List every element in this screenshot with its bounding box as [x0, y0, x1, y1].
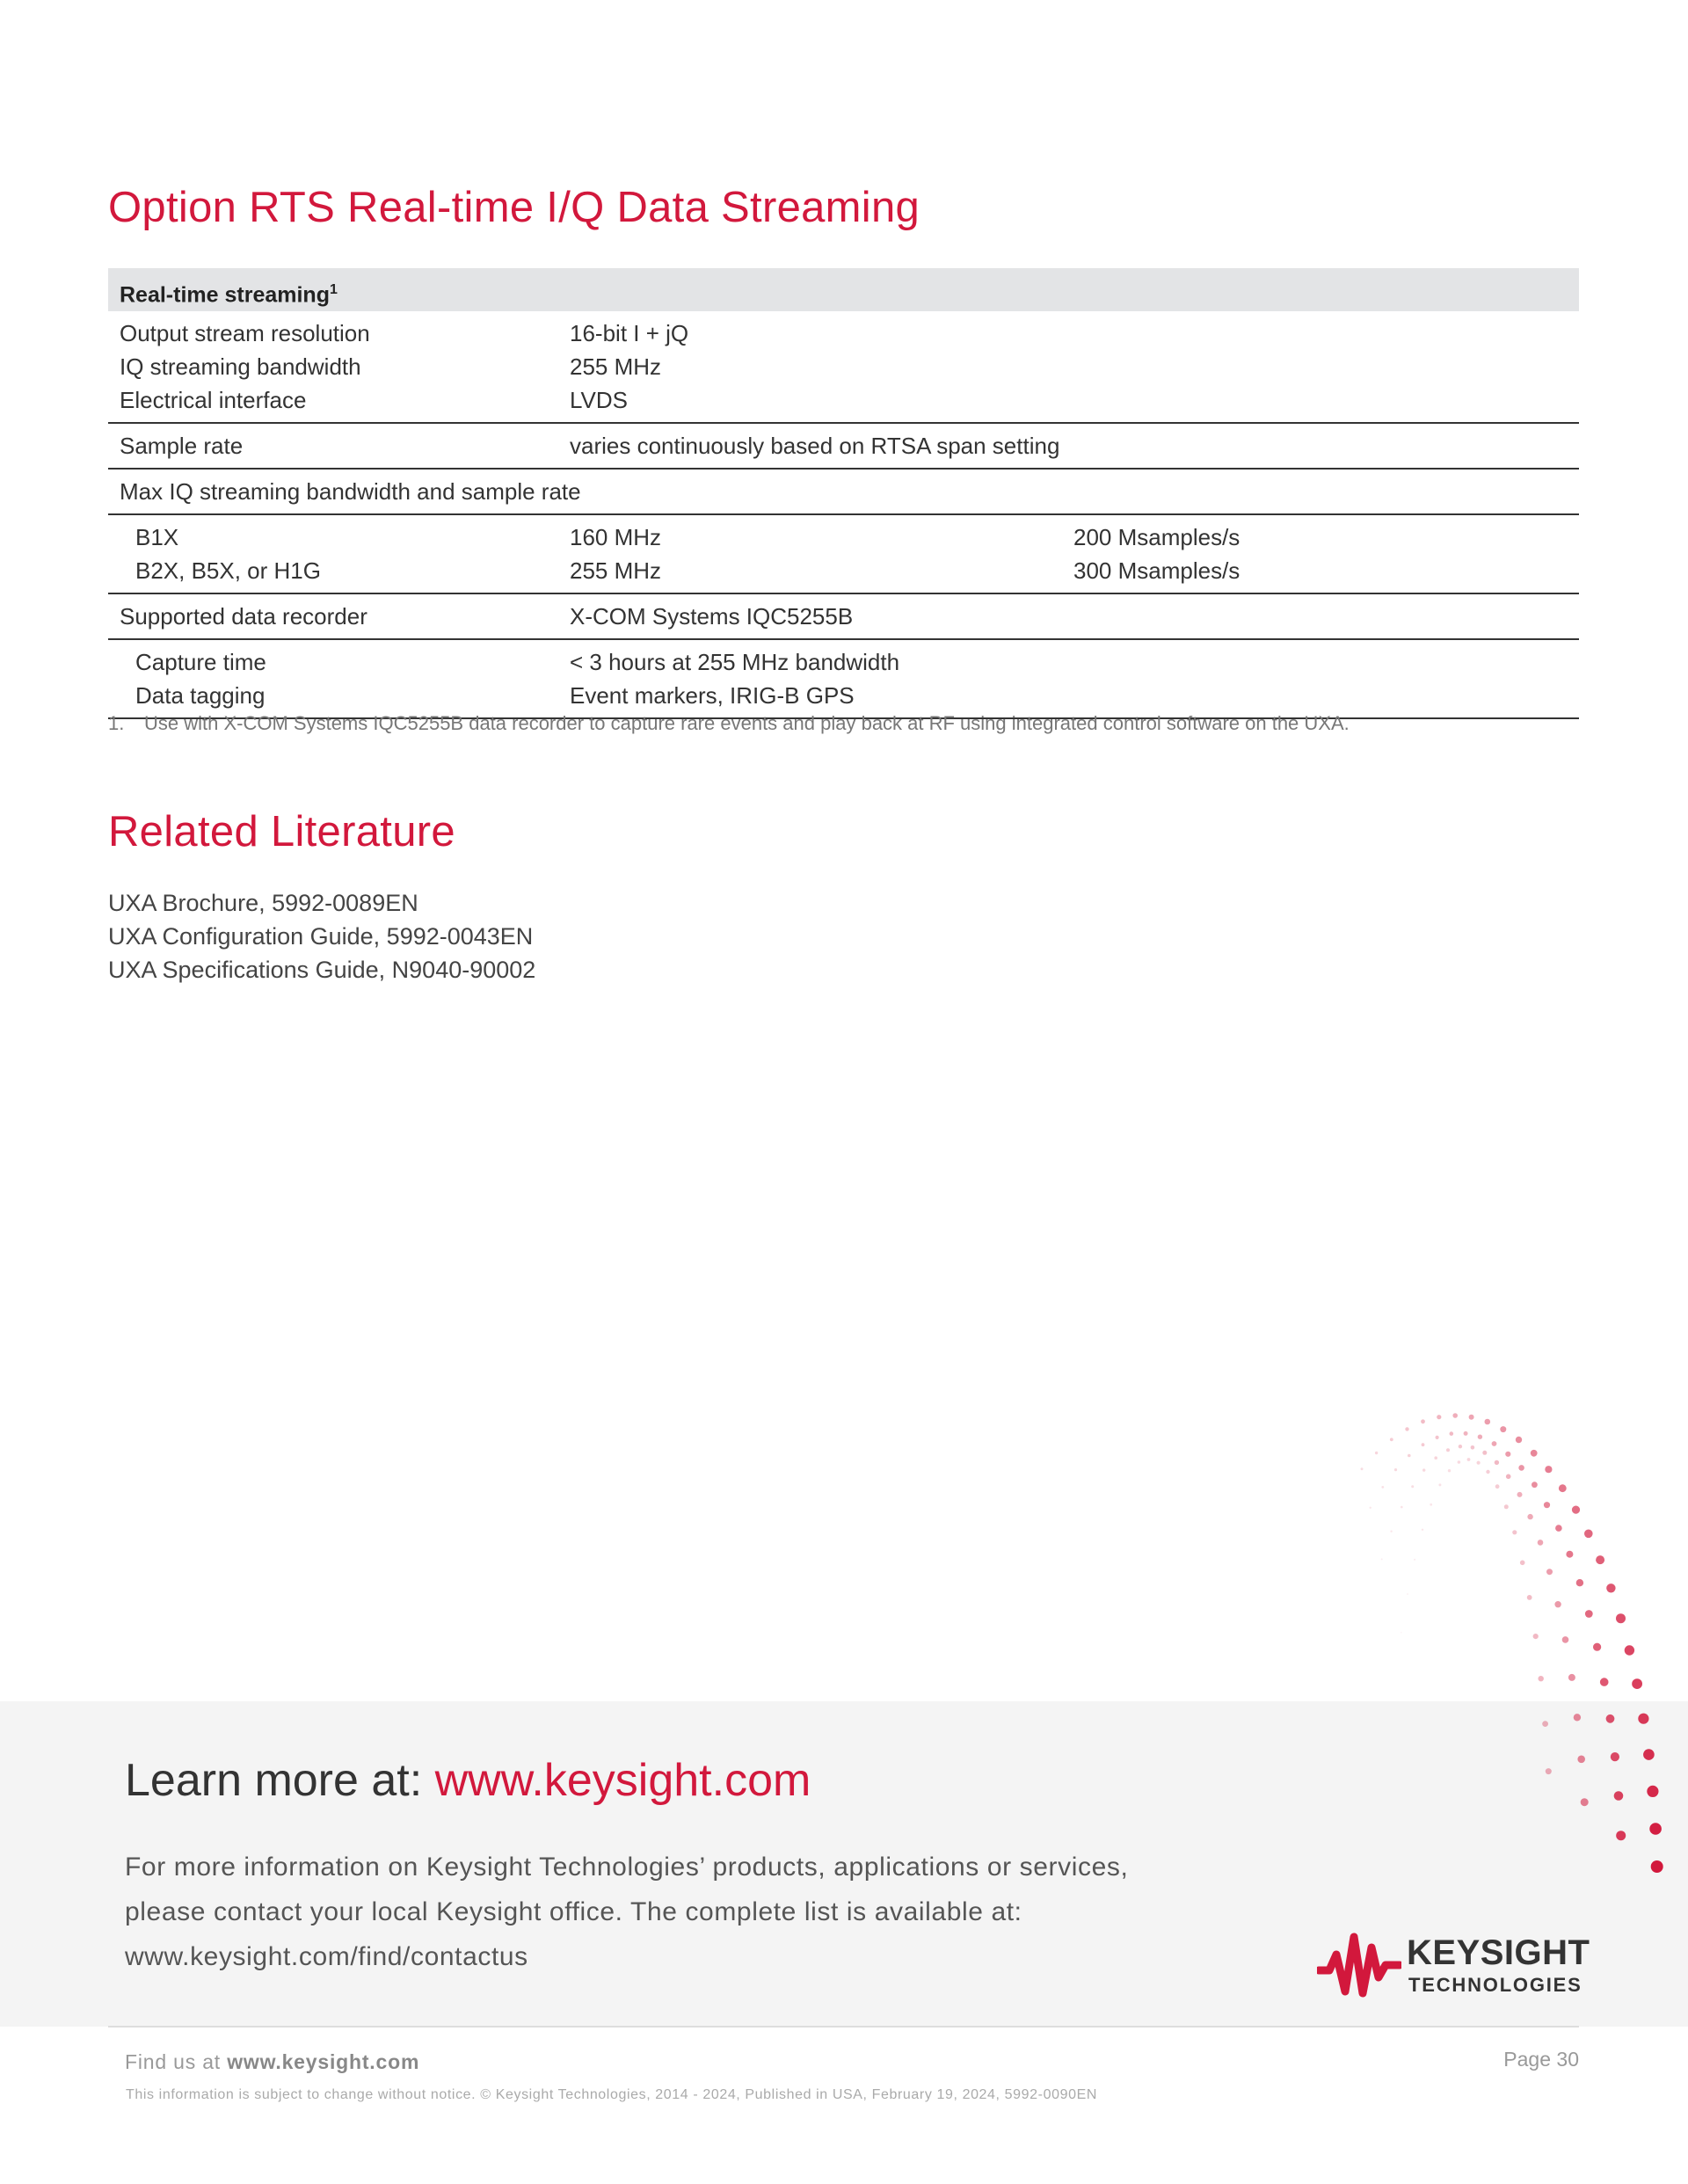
- row-value: 255 MHz: [570, 353, 662, 380]
- keysight-logo[interactable]: [1317, 1930, 1590, 2000]
- decorative-dot: [1504, 1504, 1509, 1509]
- table-row: [108, 429, 1579, 462]
- decorative-dot: [1401, 1632, 1402, 1634]
- row-value: LVDS: [570, 387, 628, 413]
- row-value: Event markers, IRIG-B GPS: [570, 682, 855, 709]
- decorative-dot: [1566, 1551, 1573, 1558]
- row-value: X-COM Systems IQC5255B: [570, 603, 854, 630]
- find-us: [125, 2050, 419, 2074]
- decorative-dot: [1538, 1540, 1544, 1546]
- row-value: varies continuously based on RTSA span setting: [570, 433, 1060, 459]
- decorative-dot: [1647, 1786, 1658, 1797]
- decorative-dot: [1448, 1469, 1451, 1472]
- decorative-dot: [1572, 1506, 1580, 1514]
- decorative-dot: [1554, 1601, 1561, 1607]
- contact-info-link[interactable]: www.keysight.com/find/contactus: [125, 1942, 528, 1971]
- decorative-dot: [1375, 1452, 1378, 1454]
- row-label: Supported data recorder: [120, 603, 367, 630]
- decorative-dot: [1370, 1507, 1372, 1509]
- table-group: [108, 515, 1579, 594]
- decorative-dot: [1486, 1470, 1489, 1474]
- decorative-dot: [1436, 1436, 1439, 1439]
- decorative-dot: [1651, 1860, 1663, 1873]
- table-group: [108, 311, 1579, 424]
- section-title-literature: Related Literature: [108, 808, 455, 855]
- literature-item[interactable]: UXA Configuration Guide, 5992-0043EN: [108, 923, 534, 950]
- decorative-dot: [1458, 1460, 1461, 1464]
- table-header-label: Real-time streaming: [120, 282, 330, 308]
- decorative-dot: [1381, 1486, 1384, 1489]
- decorative-dot: [1405, 1427, 1408, 1431]
- decorative-dot: [1533, 1634, 1539, 1639]
- contact-info-line: please contact your local Keysight office. The complete list is available at:: [125, 1897, 1022, 1926]
- table-group: [108, 424, 1579, 470]
- decorative-dot: [1531, 1450, 1538, 1457]
- keysight-wave-icon: [1317, 1930, 1401, 2000]
- find-us-prefix: Find us at: [125, 2050, 228, 2073]
- decorative-dot: [1477, 1461, 1481, 1465]
- row-label: Capture time: [135, 649, 266, 675]
- row-label: Max IQ streaming bandwidth and sample rate: [120, 478, 581, 505]
- decorative-dot: [1422, 1468, 1425, 1471]
- decorative-dot: [1611, 1752, 1619, 1761]
- row-label: IQ streaming bandwidth: [120, 353, 361, 380]
- footnote-number: 1.: [108, 712, 125, 734]
- row-sample-rate: 200 Msamples/s: [1073, 524, 1241, 550]
- contact-info-line: For more information on Keysight Technologies’ products, applications or services,: [125, 1853, 1129, 1882]
- decorative-dot: [1520, 1561, 1525, 1566]
- decorative-dot: [1542, 1721, 1548, 1727]
- row-value: 16-bit I + jQ: [570, 320, 689, 346]
- literature-list: [108, 886, 535, 986]
- decorative-dot: [1581, 1798, 1589, 1806]
- decorative-dot: [1512, 1530, 1517, 1534]
- footnote: [108, 712, 1350, 735]
- contact-info: [125, 1845, 1128, 1979]
- decorative-dot: [1517, 1492, 1523, 1497]
- row-label: B1X: [135, 524, 179, 550]
- page-number: Page 30: [1503, 2048, 1579, 2071]
- decorative-dot: [1390, 1531, 1392, 1532]
- decorative-dot: [1600, 1678, 1609, 1686]
- decorative-dot: [1518, 1465, 1524, 1471]
- row-label: Electrical interface: [120, 387, 307, 413]
- decorative-dot: [1478, 1435, 1482, 1439]
- decorative-dot: [1577, 1756, 1585, 1764]
- decorative-dot: [1485, 1419, 1491, 1425]
- decorative-dot: [1438, 1483, 1441, 1486]
- decorative-dot: [1437, 1415, 1441, 1419]
- decorative-dot: [1544, 1502, 1550, 1508]
- legal-notice: This information is subject to change without notice. © Keysight Technologies, 2014 - 2024, Published in USA, February 19, 2024, 5992-0090EN: [126, 2087, 1097, 2102]
- decorative-dot: [1559, 1484, 1567, 1492]
- decorative-dot: [1430, 1503, 1432, 1506]
- decorative-dot: [1446, 1448, 1450, 1452]
- table-row: [108, 554, 1579, 587]
- decorative-dot: [1576, 1579, 1583, 1586]
- decorative-dot: [1614, 1791, 1624, 1801]
- literature-item[interactable]: UXA Brochure, 5992-0089EN: [108, 890, 418, 916]
- decorative-dot: [1422, 1529, 1423, 1531]
- decorative-dot: [1546, 1768, 1552, 1774]
- decorative-dot: [1506, 1474, 1511, 1480]
- decorative-dot: [1434, 1456, 1437, 1460]
- footer-divider: [108, 2026, 1579, 2027]
- decorative-dot: [1411, 1485, 1414, 1488]
- decorative-dot: [1516, 1437, 1522, 1443]
- decorative-dot-wave: [1231, 1398, 1688, 1890]
- decorative-dot: [1606, 1714, 1615, 1723]
- decorative-dot: [1606, 1583, 1615, 1592]
- decorative-dot: [1649, 1823, 1662, 1835]
- decorative-dot: [1464, 1431, 1468, 1436]
- decorative-dot: [1596, 1555, 1604, 1564]
- decorative-dot: [1482, 1451, 1487, 1455]
- decorative-dot: [1414, 1559, 1415, 1561]
- logo-subtitle: TECHNOLOGIES: [1408, 1974, 1582, 1996]
- decorative-dot: [1568, 1674, 1575, 1681]
- decorative-dot: [1408, 1454, 1411, 1458]
- decorative-dot: [1585, 1610, 1593, 1618]
- find-us-link[interactable]: www.keysight.com: [227, 2050, 420, 2073]
- decorative-dot: [1616, 1831, 1626, 1840]
- decorative-dot: [1459, 1445, 1462, 1448]
- decorative-dot: [1555, 1525, 1562, 1532]
- decorative-dot: [1401, 1506, 1403, 1509]
- row-bandwidth: 255 MHz: [570, 557, 662, 584]
- table-row: [108, 521, 1579, 554]
- learn-more-prefix: Learn more at:: [125, 1755, 435, 1806]
- decorative-dot: [1632, 1678, 1642, 1689]
- table-row: [108, 600, 1579, 633]
- decorative-dot: [1505, 1452, 1510, 1457]
- decorative-dot: [1407, 1593, 1408, 1595]
- row-bandwidth: 160 MHz: [570, 524, 662, 550]
- decorative-dot: [1492, 1441, 1497, 1446]
- decorative-dot: [1532, 1481, 1538, 1488]
- decorative-dot: [1574, 1714, 1581, 1721]
- logo-brand: KEYSIGHT: [1407, 1933, 1590, 1972]
- table-group: [108, 470, 1579, 515]
- table-row: [108, 679, 1579, 712]
- decorative-dot: [1469, 1415, 1474, 1420]
- decorative-dot: [1616, 1613, 1626, 1623]
- decorative-dot: [1539, 1676, 1544, 1681]
- table-row: [108, 475, 1579, 508]
- decorative-dot: [1546, 1569, 1553, 1575]
- decorative-dot: [1361, 1467, 1364, 1470]
- decorative-dot: [1467, 1458, 1471, 1461]
- decorative-dot: [1545, 1466, 1552, 1473]
- decorative-dot: [1450, 1431, 1454, 1436]
- decorative-dot: [1452, 1413, 1458, 1418]
- decorative-dot: [1381, 1558, 1383, 1560]
- learn-more-heading: [125, 1754, 811, 1807]
- decorative-dot: [1394, 1468, 1397, 1471]
- decorative-dot: [1421, 1419, 1425, 1423]
- decorative-dot: [1643, 1749, 1655, 1760]
- decorative-dot: [1638, 1714, 1648, 1724]
- table-row: [108, 645, 1579, 679]
- decorative-dot: [1471, 1445, 1475, 1450]
- decorative-dot: [1527, 1595, 1532, 1600]
- row-label: B2X, B5X, or H1G: [135, 557, 321, 584]
- row-value: < 3 hours at 255 MHz bandwidth: [570, 649, 900, 675]
- section-title-rts: Option RTS Real-time I/Q Data Streaming: [108, 184, 920, 231]
- row-label: Output stream resolution: [120, 320, 370, 346]
- table-group: [108, 640, 1579, 719]
- spec-table: [108, 268, 1579, 719]
- decorative-dot: [1527, 1514, 1532, 1519]
- table-header: [108, 268, 1579, 311]
- literature-item[interactable]: UXA Specifications Guide, N9040-90002: [108, 957, 536, 983]
- decorative-dot: [1390, 1438, 1393, 1441]
- table-row: [108, 383, 1579, 417]
- table-group: [108, 594, 1579, 640]
- decorative-dot: [1562, 1636, 1569, 1643]
- decorative-dot: [1495, 1460, 1499, 1465]
- row-label: Sample rate: [120, 433, 244, 459]
- decorative-dot: [1500, 1426, 1506, 1432]
- row-sample-rate: 300 Msamples/s: [1073, 557, 1241, 584]
- footnote-ref: 1: [329, 282, 338, 297]
- table-row: [108, 350, 1579, 383]
- decorative-dot: [1593, 1643, 1601, 1651]
- table-row: [108, 317, 1579, 350]
- decorative-dot: [1584, 1530, 1593, 1539]
- decorative-dot: [1422, 1443, 1425, 1446]
- learn-more-link[interactable]: www.keysight.com: [434, 1755, 811, 1806]
- decorative-dot: [1495, 1484, 1500, 1489]
- footnote-text: Use with X-COM Systems IQC5255B data recorder to capture rare events and play back at RF using integrated control software on the UXA.: [144, 712, 1350, 734]
- row-label: Data tagging: [135, 682, 266, 709]
- decorative-dot: [1625, 1645, 1634, 1655]
